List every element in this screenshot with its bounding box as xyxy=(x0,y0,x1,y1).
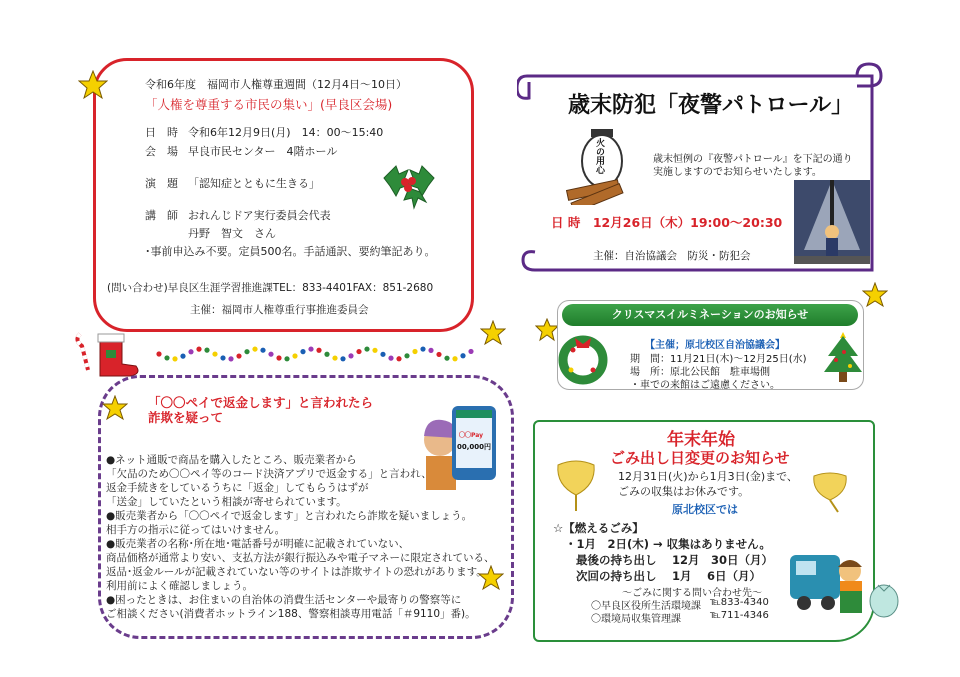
phone-screen-top: 〇〇Pay xyxy=(459,432,484,439)
ornament xyxy=(404,353,409,358)
year-end-title: 年末年始 xyxy=(667,430,735,450)
ginkgo-leaf-icon xyxy=(810,470,858,514)
night-patrol-illustration xyxy=(794,180,870,264)
ornament xyxy=(164,355,169,360)
patrol-desc-line1: 歳末恒例の『夜警パトロール』を下記の通り xyxy=(653,154,853,165)
lantern-text: 火の用心 xyxy=(594,138,604,174)
ornament xyxy=(220,355,225,360)
year-end-district: 原北校区では xyxy=(672,503,738,516)
fraud-line: 「送金」していたという相談が寄せられています。 xyxy=(106,496,347,508)
ornament xyxy=(276,355,281,360)
burnable-row1: ・1月 2日(木) → 収集はありません。 xyxy=(565,537,771,551)
fraud-title-line1: 「〇〇ペイで返金します」と言われたら xyxy=(148,395,374,410)
fraud-title-line2: 詐欺を疑って xyxy=(148,410,224,425)
christmas-tree-icon xyxy=(822,330,864,388)
ornament xyxy=(340,356,345,361)
fraud-line: 「欠品のため〇〇ペイ等のコード決済アプリで返金する」と言われ、 xyxy=(106,468,432,480)
human-rights-note: ･事前申込み不要。定員500名。手話通訳、要約筆記あり。 xyxy=(145,245,436,258)
burnable-row3: 次回の持ち出し 1月 6日（月） xyxy=(576,569,762,583)
star-icon xyxy=(478,565,504,591)
ornament xyxy=(156,351,161,356)
ornament xyxy=(196,347,201,352)
christmas-boot-icon xyxy=(70,330,160,380)
ornament xyxy=(452,356,457,361)
fraud-line: ●販売業者の名称･所在地･電話番号が明確に記載されていない、 xyxy=(106,538,410,550)
christmas-ornament-garland xyxy=(155,343,475,365)
fraud-line: 返品･返金ルールが記載されていない等のサイトは詐欺サイトの恐れがあります。 xyxy=(106,566,487,578)
garbage-truck-illustration xyxy=(790,545,900,620)
year-end-line2: ごみの収集はお休みです。 xyxy=(618,485,750,498)
illumination-period: 期 間：11月21日(木)〜12月25日(水) xyxy=(630,354,807,365)
ornament xyxy=(268,352,273,357)
row-value-venue: 早良市民センター 4階ホール xyxy=(188,145,338,158)
star-icon xyxy=(480,320,506,346)
row-value-datetime: 令和6年12月9日(月) 14：00〜15:40 xyxy=(188,126,384,139)
row-value-topic: 「認知症とともに生きる」 xyxy=(188,177,320,190)
ornament xyxy=(236,353,241,358)
fraud-line: ●困ったときは、お住まいの自治体の消費生活センターや最寄りの警察等に xyxy=(106,594,462,606)
speaker-name: 丹野 智文 さん xyxy=(188,227,276,240)
row-label-venue: 会 場 xyxy=(145,145,178,158)
star-icon xyxy=(102,395,128,421)
human-rights-organizer: 主催：福岡市人権尊重行事推進委員会 xyxy=(190,304,369,316)
fraud-line: ご相談ください(消費者ホットライン188、警察相談専用電話「＃9110」番)。 xyxy=(106,608,476,620)
inquiry-title: 〜ごみに関する問い合わせ先〜 xyxy=(622,588,762,599)
ornament xyxy=(428,348,433,353)
fraud-line: ●販売業者から「〇〇ペイで返金します」と言われたら詐欺を疑いましょう。 xyxy=(106,510,473,522)
illumination-title: クリスマスイルミネーションのお知らせ xyxy=(562,304,858,326)
human-rights-contact: (問い合わせ)早良区生涯学習推進課TEL：833-4401FAX：851-2680 xyxy=(107,282,434,294)
fraud-line: 相手方の指示に従ってはいけません。 xyxy=(106,524,286,536)
ornament xyxy=(300,349,305,354)
ornament xyxy=(468,349,473,354)
patrol-desc-line2: 実施しますのでお知らせいたします。 xyxy=(653,167,822,178)
ornament xyxy=(396,356,401,361)
holly-icon xyxy=(374,148,444,210)
ginkgo-leaf-icon xyxy=(552,455,600,515)
inquiry2-name: 〇環境局収集管理課 xyxy=(591,614,681,625)
row-label-speaker: 講 師 xyxy=(145,209,178,222)
ornament xyxy=(420,346,425,351)
patrol-title: 歳末防犯「夜警パトロール」 xyxy=(568,93,854,118)
ornament xyxy=(332,355,337,360)
ornament xyxy=(308,346,313,351)
ornament xyxy=(212,351,217,356)
fraud-line: 利用前によく確認しましょう。 xyxy=(106,580,253,592)
ornament xyxy=(436,352,441,357)
ornament xyxy=(324,352,329,357)
fraud-line: 商品価格が通常より安い、支払方法が銀行振込みや電子マネーに限定されている、 xyxy=(106,552,495,564)
ornament xyxy=(292,353,297,358)
ornament xyxy=(228,356,233,361)
fraud-line: ●ネット通販で商品を購入したところ、販売業者から xyxy=(106,454,357,466)
fraud-line: 返金手続きをしているうちに「返金」してもらうはずが xyxy=(106,482,369,494)
human-rights-event-title: 「人権を尊重する市民の集い」(早良区会場) xyxy=(145,97,393,112)
ornament xyxy=(348,353,353,358)
illumination-sponsor: 【主催；原北校区自治協議会】 xyxy=(645,340,785,351)
star-icon xyxy=(862,282,888,308)
phone-screen-amount: 00,000円 xyxy=(457,443,492,451)
ornament xyxy=(372,348,377,353)
year-end-line1: 12月31日(火)から1月3日(金)まで、 xyxy=(618,470,798,483)
star-icon xyxy=(78,70,108,100)
row-label-topic: 演 題 xyxy=(145,177,178,190)
ornament xyxy=(244,349,249,354)
ornament xyxy=(260,348,265,353)
burnable-label: ☆【燃えるごみ】 xyxy=(553,521,644,535)
row-value-speaker: おれんじドア実行委員会代表 xyxy=(188,209,331,222)
ornament xyxy=(204,348,209,353)
inquiry1-tel: ℡833-4340 xyxy=(710,597,769,608)
ornament xyxy=(356,349,361,354)
ornament xyxy=(412,349,417,354)
patrol-datetime: 日 時 12月26日（木）19:00〜20:30 xyxy=(551,215,783,230)
patrol-organizer: 主催：自治協議会 防災・防犯会 xyxy=(593,250,751,262)
year-end-subtitle: ごみ出し日変更のお知らせ xyxy=(610,449,790,467)
inquiry1-name: 〇早良区役所生活環境課 xyxy=(591,601,701,612)
ornament xyxy=(172,356,177,361)
human-rights-header: 令和6年度 福岡市人権尊重週間（12月4日〜10日） xyxy=(145,78,407,91)
ornament xyxy=(316,348,321,353)
ornament xyxy=(460,353,465,358)
illumination-note: ・車での来館はご遠慮ください。 xyxy=(630,380,780,391)
row-label-datetime: 日 時 xyxy=(145,126,178,139)
ornament xyxy=(380,352,385,357)
ornament xyxy=(188,349,193,354)
ornament xyxy=(252,346,257,351)
ornament xyxy=(444,356,449,361)
burnable-row2: 最後の持ち出し 12月 30日（月） xyxy=(576,553,774,567)
ornament xyxy=(364,346,369,351)
illumination-place: 場 所：原北公民館 駐車場側 xyxy=(630,367,770,378)
wreath-icon xyxy=(555,330,611,386)
ornament xyxy=(284,356,289,361)
ornament xyxy=(388,356,393,361)
inquiry2-tel: ℡711-4346 xyxy=(710,610,769,621)
ornament xyxy=(180,354,185,359)
